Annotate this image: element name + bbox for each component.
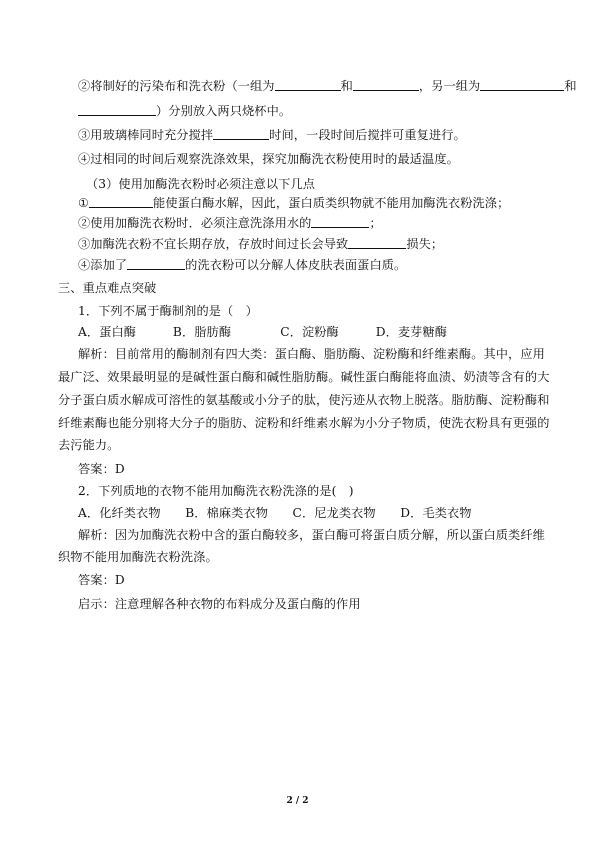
text: 的洗衣粉可以分解人体皮肤表面蛋白质。 bbox=[185, 258, 407, 272]
note-4-line bbox=[78, 257, 406, 273]
step-3-line bbox=[78, 127, 466, 143]
text: ③用玻璃棒同时充分搅拌 bbox=[78, 128, 214, 142]
page-number: 2 / 2 bbox=[286, 796, 309, 806]
text: 解析：因为加酶洗衣粉中含的蛋白酶较多，蛋白酶可将蛋白质分解，所以蛋白质类纤维 bbox=[78, 528, 545, 542]
note-2-line bbox=[78, 215, 382, 231]
text: ②将制好的污染布和洗衣粉（一组为 bbox=[78, 79, 275, 93]
text: 1．下列不属于酶制剂的是（ ） bbox=[78, 304, 258, 318]
step-2-line-2 bbox=[78, 103, 291, 119]
answer-1 bbox=[78, 461, 125, 477]
section-heading bbox=[58, 280, 156, 296]
step-4-line bbox=[78, 151, 459, 167]
text: 解析：目前常用的酶制剂有四大类：蛋白酶、脂肪酶、淀粉酶和纤维素酶。其中，应用 bbox=[78, 347, 545, 361]
hint-line bbox=[78, 596, 361, 612]
text: 最广泛、效果最明显的是碱性蛋白酶和碱性脂肪酶。碱性蛋白酶能将血渍、奶渍等含有的大 bbox=[58, 370, 550, 384]
text: 织物不能用加酶洗衣粉洗涤。 bbox=[58, 550, 218, 564]
question-1 bbox=[78, 303, 258, 319]
text: ； bbox=[369, 216, 382, 230]
text: 损失； bbox=[406, 237, 444, 251]
text: 能使蛋白酶水解，因此，蛋白质类织物就不能用加酶洗衣粉洗涤； bbox=[153, 196, 510, 210]
text: ，另一组为 bbox=[418, 79, 481, 93]
text: 和 bbox=[564, 79, 577, 93]
blank bbox=[78, 103, 156, 116]
text: 答案：D bbox=[78, 462, 125, 476]
text: 答案：D bbox=[78, 573, 125, 587]
text: ④添加了 bbox=[78, 258, 128, 272]
text: 启示：注意理解各种衣物的布料成分及蛋白酶的作用 bbox=[78, 597, 361, 611]
explanation-1-line-5 bbox=[58, 437, 119, 453]
text: 去污能力。 bbox=[58, 438, 120, 452]
answer-2 bbox=[78, 572, 125, 588]
question-2 bbox=[78, 483, 354, 499]
text: 三、重点难点突破 bbox=[58, 281, 157, 295]
blank bbox=[127, 257, 185, 270]
text: ）分别放入两只烧杯中。 bbox=[156, 104, 292, 118]
blank bbox=[213, 127, 269, 140]
note-3-line bbox=[78, 236, 443, 252]
text: 2．下列质地的衣物不能用加酶洗衣粉洗涤的是( ) bbox=[78, 484, 354, 498]
explanation-2-line-2 bbox=[58, 549, 218, 565]
text: ③加酶洗衣粉不宜长期存放，存放时间过长会导致 bbox=[78, 237, 349, 251]
text: ① bbox=[78, 196, 90, 210]
note-1-line bbox=[78, 195, 509, 211]
text: ②使用加酶洗衣粉时．必须注意洗涤用水的 bbox=[78, 216, 312, 230]
section-3-heading bbox=[86, 176, 315, 192]
step-2-line-1 bbox=[78, 78, 577, 94]
blank bbox=[480, 78, 564, 91]
text: A．蛋白酶 B．脂肪酶 C．淀粉酶 D．麦芽糖酶 bbox=[78, 325, 448, 339]
text: ④过相同的时间后观察洗涤效果，探究加酶洗衣粉使用时的最适温度。 bbox=[78, 152, 459, 166]
text: 纤维素酶也能分别将大分子的脂肪、淀粉和纤维素水解为小分子物质，使洗衣粉具有更强的 bbox=[58, 416, 550, 430]
blank bbox=[89, 195, 153, 208]
explanation-2-line-1 bbox=[78, 527, 545, 543]
blank bbox=[353, 78, 419, 91]
blank bbox=[348, 236, 406, 249]
blank bbox=[311, 215, 369, 228]
text: A．化纤类衣物 B．棉麻类衣物 C．尼龙类衣物 D．毛类衣物 bbox=[78, 506, 472, 520]
text: 分子蛋白质水解成可溶性的氨基酸或小分子的肽，使污迹从衣物上脱落。脂肪酶、淀粉酶和 bbox=[58, 393, 550, 407]
explanation-1-line-2 bbox=[58, 369, 550, 385]
question-1-options bbox=[78, 324, 447, 340]
explanation-1-line-1 bbox=[78, 346, 545, 362]
question-2-options bbox=[78, 505, 472, 521]
blank bbox=[275, 78, 341, 91]
explanation-1-line-3 bbox=[58, 392, 550, 408]
text: 时间，一段时间后搅拌可重复进行。 bbox=[269, 128, 466, 142]
text: （3）使用加酶洗衣粉时必须注意以下几点 bbox=[86, 177, 316, 191]
text: 和 bbox=[340, 79, 353, 93]
explanation-1-line-4 bbox=[58, 415, 550, 431]
